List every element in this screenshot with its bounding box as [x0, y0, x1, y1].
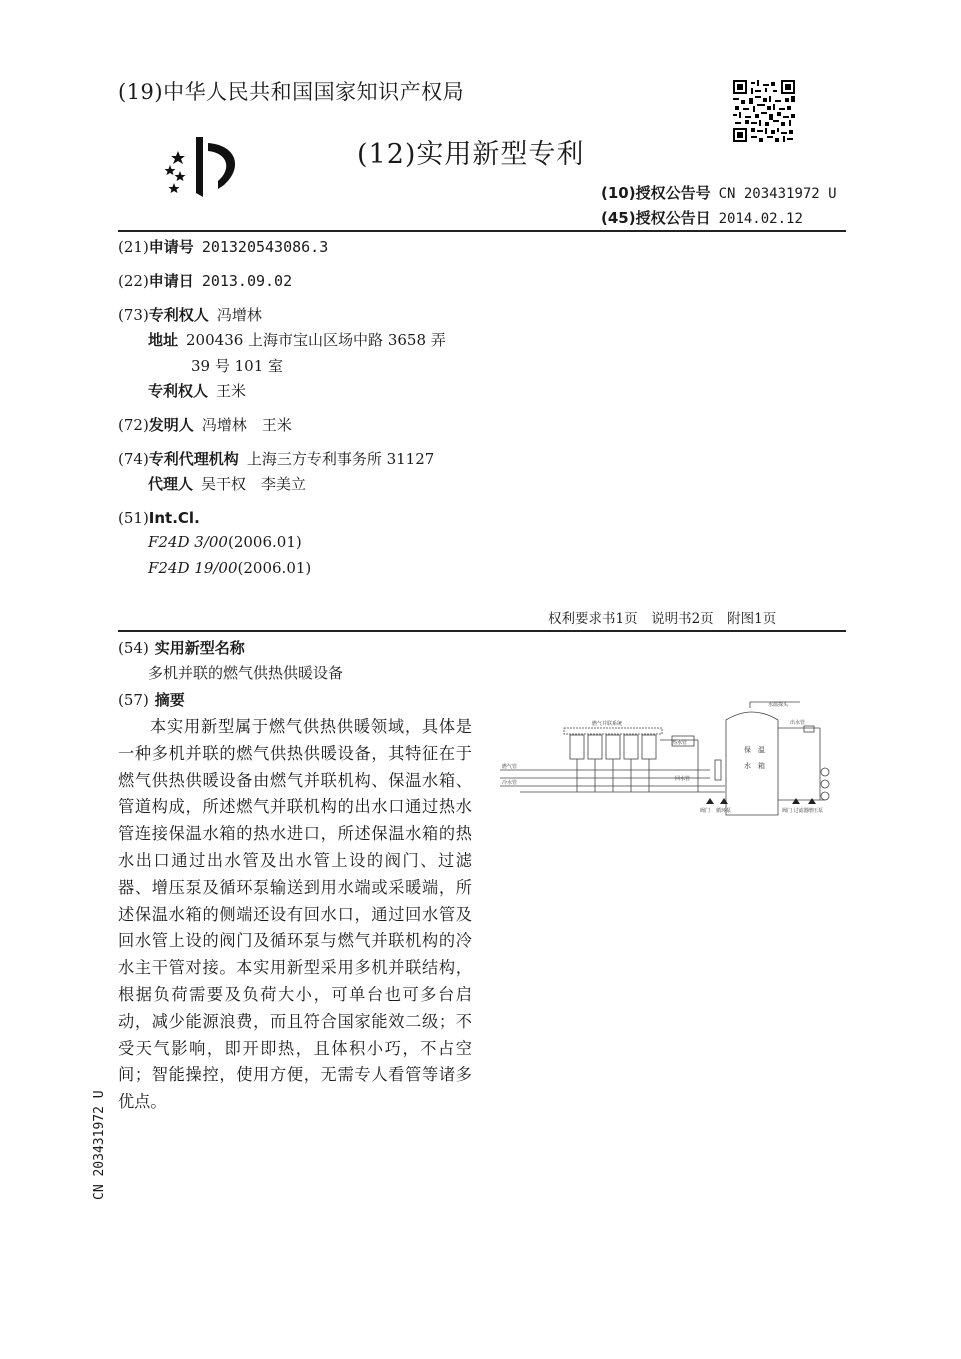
- address-line-2: 39 号 101 室: [191, 357, 284, 375]
- field-label: 专利权人: [148, 382, 209, 400]
- int-cl: [118, 508, 200, 528]
- inventor: [118, 415, 292, 435]
- heater-unit: [642, 735, 656, 759]
- field-label: 实用新型名称: [154, 639, 245, 657]
- field-value: 冯增林: [216, 306, 262, 324]
- label-valve: 阀门: [700, 808, 711, 814]
- qr-code: [733, 80, 795, 142]
- field-number: (51): [118, 509, 149, 527]
- heater-unit: [588, 735, 602, 759]
- field-label: 发明人: [148, 416, 194, 434]
- patentee: [118, 305, 262, 325]
- application-number: [118, 237, 328, 257]
- field-number: (21): [118, 238, 149, 256]
- system-diagram: [500, 700, 845, 820]
- patentee-2: [148, 381, 246, 401]
- field-label: 申请号: [148, 238, 194, 256]
- side-publication-number: CN 203431972 U: [92, 1090, 107, 1200]
- publication-number: [601, 182, 837, 203]
- utility-model-title-heading: [118, 638, 245, 658]
- label-return-pipe: 回水管: [675, 776, 691, 782]
- utility-model-title: 多机并联的燃气供热供暖设备: [148, 664, 344, 682]
- patent-type-title: (12)实用新型专利: [357, 139, 585, 170]
- field-number: (74): [118, 450, 149, 468]
- publication-number-value: CN 203431972 U: [718, 186, 837, 202]
- field-value: 冯增林 王米: [201, 416, 292, 434]
- field-label: 申请日: [148, 272, 194, 290]
- ipc-code: F24D 19/00: [148, 559, 238, 577]
- field-number: (73): [118, 306, 149, 324]
- agency: [118, 449, 434, 469]
- label-tank: 水 箱: [744, 762, 765, 770]
- ipc-class-1: [148, 533, 302, 551]
- ipc-code: F24D 3/00: [148, 533, 228, 551]
- field-label: 代理人: [148, 475, 194, 493]
- field-label: 专利权人: [148, 306, 209, 324]
- label-booster-pump: 增压泵: [808, 808, 824, 814]
- ipc-version: (2006.01): [237, 559, 312, 577]
- label-tank: 保 温: [744, 746, 765, 754]
- field-value: 王米: [216, 382, 247, 400]
- field-value: 2013.09.02: [201, 272, 293, 290]
- label-filter: 阀门 过滤器: [782, 808, 809, 814]
- sipo-logo: [158, 133, 250, 203]
- field-value: 吴干权 李美立: [201, 475, 307, 493]
- address-line-1: 200436 上海市宝山区场中路 3658 弄: [186, 331, 446, 349]
- field-label: 地址: [148, 331, 179, 349]
- field-number: (72): [118, 416, 149, 434]
- publication-date-label: (45)授权公告日: [601, 209, 711, 227]
- field-label: Int.Cl.: [148, 509, 200, 527]
- publication-number-label: (10)授权公告号: [601, 184, 711, 202]
- abstract-heading: [118, 690, 185, 710]
- field-value: 201320543086.3: [201, 238, 329, 256]
- label-outlet-pipe: 出水管: [790, 720, 806, 726]
- label-cold-pipe: 冷水管: [502, 780, 518, 786]
- ipc-version: (2006.01): [227, 533, 302, 551]
- field-number: (54): [118, 639, 149, 657]
- ipc-class-2: [148, 559, 311, 577]
- office-title: (19)中华人民共和国国家知识产权局: [118, 80, 465, 104]
- publication-date-value: 2014.02.12: [718, 211, 803, 227]
- label-gas-pipe: 燃气管: [502, 764, 518, 770]
- abstract-text: 本实用新型属于燃气供热供暖领域，具体是一种多机并联的燃气供热供暖设备，其特征在于燃气供热供暖设备由燃气并联机构、保温水箱、管道构成，所述燃气并联机构的出水口通过热水管连接保温水箱的热水进口，所述保温水箱的热水出口通过出水管及出水管上设的阀门、过滤器、增压泵及循环泵输送到用水端或采暖端，所述保温水箱的侧端还设有回水口，通过回水管及回水管上设的阀门及循环泵与燃气并联机构的冷水主干管对接。本实用新型采用多机并联结构，根据负荷需要及负荷大小，可单台也可多台启动，减少能源浪费，而且符合国家能效二级；不受天气影响，即开即热，且体积小巧，不占空间；智能操控，使用方便，无需专人看管等诸多优点。: [118, 717, 472, 1112]
- pages-info: 权利要求书1页 说明书2页 附图1页: [548, 611, 777, 627]
- publication-date: [601, 207, 803, 228]
- field-label: 专利代理机构: [148, 450, 239, 468]
- divider-bottom: [118, 630, 846, 632]
- label-hot-pipe: 热水管: [672, 740, 688, 746]
- application-date: [118, 271, 292, 291]
- label-temp-probe: 水温探头: [768, 702, 789, 708]
- heater-unit: [624, 735, 638, 759]
- field-label: 摘要: [154, 691, 185, 709]
- heater-unit: [606, 735, 620, 759]
- field-value: 上海三方专利事务所 31127: [246, 450, 435, 468]
- field-number: (57): [118, 691, 149, 709]
- agent: [148, 474, 306, 494]
- field-number: (22): [118, 272, 149, 290]
- address: [148, 330, 446, 350]
- divider-top: [118, 230, 846, 232]
- label-parallel-system: 燃气并联系统: [592, 721, 623, 727]
- label-pump: 循环泵: [716, 808, 732, 814]
- heater-unit: [570, 735, 584, 759]
